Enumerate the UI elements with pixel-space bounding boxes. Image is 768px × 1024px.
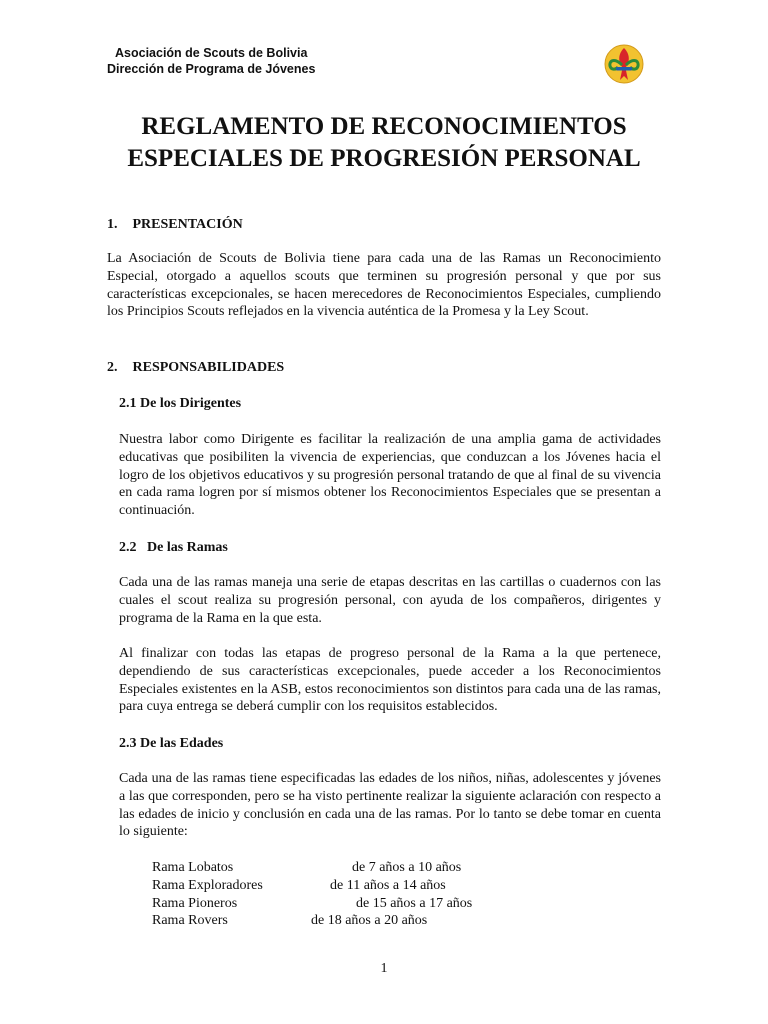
subsection-2-2-paragraph-1: Cada una de las ramas maneja una serie de etapas descritas en las cartillas o cuadernos con las cuales el scout realiza su progresión personal, con ayuda de los compañeros, dirigentes y programa de la Rama en la que esta. — [119, 575, 661, 626]
age-rama-label: Rama Rovers — [152, 913, 228, 929]
title-line-1: REGLAMENTO DE RECONOCIMIENTOS — [141, 113, 627, 140]
age-range-value: de 15 años a 17 años — [356, 895, 473, 911]
age-range-value: de 7 años a 10 años — [352, 860, 462, 875]
document-title — [0, 111, 768, 175]
age-range-value: de 11 años a 14 años — [330, 877, 446, 893]
age-rama-label: Rama Lobatos — [152, 860, 234, 875]
age-rama-label: Rama Exploradores — [152, 877, 263, 893]
subsection-2-3-heading: 2.3 De las Edades — [119, 736, 224, 751]
org-name: Asociación de Scouts de Bolivia — [115, 46, 308, 60]
age-rama-label: Rama Pioneros — [152, 895, 238, 911]
title-line-2: ESPECIALES DE PROGRESIÓN PERSONAL — [127, 145, 641, 172]
section-1-paragraph: La Asociación de Scouts de Bolivia tiene para cada una de las Ramas un Reconocimiento Especial, otorgado a aquellos scouts que terminen su progresión personal y que por sus características excepcionales, se hacen merecedores de Reconocimientos Especiales, cumpliendo los Principios Scouts reflejados en la vivencia auténtica de la Promesa y la Ley Scout. — [107, 251, 661, 320]
subsection-2-1-paragraph: Nuestra labor como Dirigente es facilitar la realización de una amplia gama de actividades educativas que posibiliten la vivencia de experiencias, que conduzcan a los Jóvenes hacia el logro de los objetivos educativos y su progresión personal tratando de que al final de su vivencia en cada rama logren por sí mismos obtener los Reconocimientos Especiales que se presentan a continuación. — [119, 432, 661, 519]
age-row-exploradores — [152, 877, 552, 895]
page-number: 1 — [380, 961, 388, 976]
section-2-number: 2. — [107, 360, 118, 375]
section-1-title: PRESENTACIÓN — [132, 217, 243, 232]
scout-fleur-de-lis-icon — [603, 43, 645, 85]
age-row-rovers — [152, 912, 552, 930]
document-header — [107, 45, 315, 77]
age-row-lobatos — [152, 859, 552, 877]
section-1-number: 1. — [107, 217, 118, 232]
section-2-heading — [107, 359, 284, 377]
subsection-2-2-heading: 2.2 De las Ramas — [119, 540, 228, 555]
department-name: Dirección de Programa de Jóvenes — [107, 62, 316, 76]
section-2-title: RESPONSABILIDADES — [132, 360, 285, 375]
subsection-2-1-heading: 2.1 De los Dirigentes — [119, 396, 242, 411]
age-row-pioneros — [152, 895, 552, 913]
section-1-heading — [107, 216, 243, 234]
age-ranges-list — [152, 859, 552, 930]
age-range-value: de 18 años a 20 años — [311, 913, 428, 929]
subsection-2-3-paragraph: Cada una de las ramas tiene especificadas las edades de los niños, niñas, adolescentes y jóvenes a las que corresponden, pero se ha visto pertinente realizar la siguiente aclaración con respecto a las edades de inicio y conclusión en cada una de las ramas. Por lo tanto se debe tomar en cuenta lo siguiente: — [119, 771, 661, 840]
subsection-2-2-paragraph-2: Al finalizar con todas las etapas de progreso personal de la Rama a la que pertenece, dependiendo de sus características excepcionales, puede acceder a los Reconocimientos Especiales existentes en la ASB, estos reconocimientos son distintos para cada una de las ramas, para cuya entrega se deberá cumplir con los requisitos establecidos. — [119, 646, 661, 715]
